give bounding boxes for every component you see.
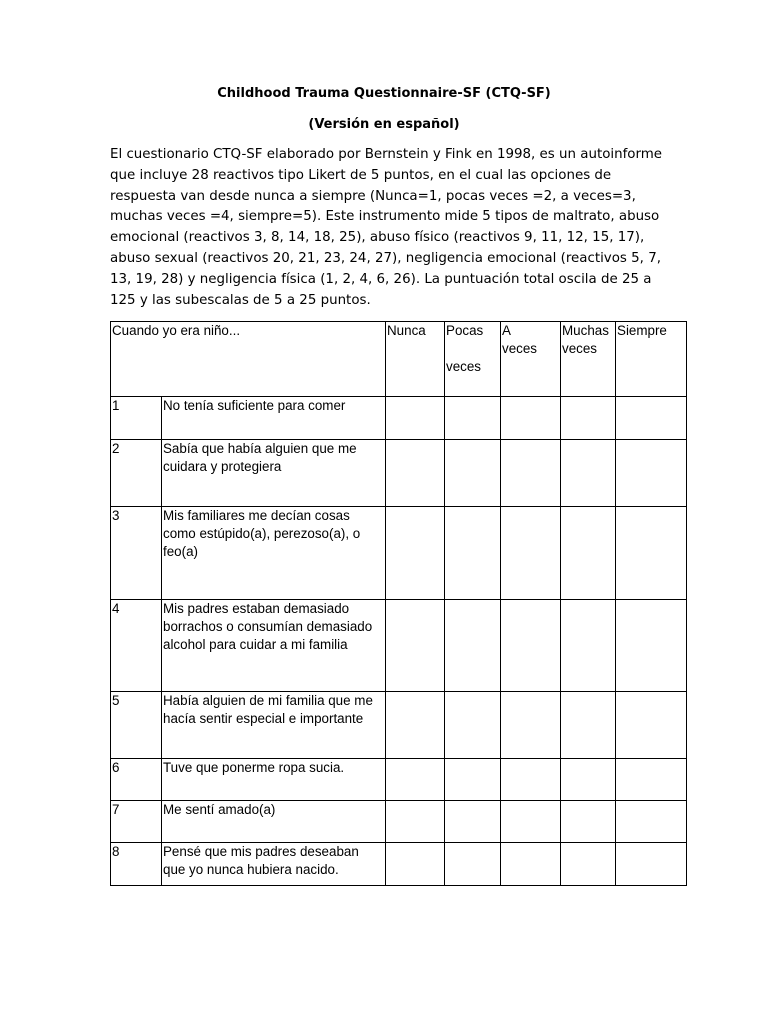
table-row [111, 801, 687, 843]
answer-cell-pocas-veces[interactable] [445, 759, 501, 801]
answer-cell-muchas-veces[interactable] [561, 440, 616, 507]
answer-cell-nunca[interactable] [386, 759, 445, 801]
item-text: Mis padres estaban demasiado borrachos o consumían demasiado alcohol para cuidar a mi familia [162, 600, 386, 692]
item-number: 1 [111, 397, 162, 440]
header-muchas-veces: Muchas veces [561, 322, 616, 397]
answer-cell-nunca[interactable] [386, 440, 445, 507]
answer-cell-pocas-veces[interactable] [445, 801, 501, 843]
answer-cell-nunca[interactable] [386, 507, 445, 600]
header-nunca: Nunca [386, 322, 445, 397]
header-siempre: Siempre [616, 322, 687, 397]
header-pocas-line1: Pocas [446, 323, 484, 338]
answer-cell-pocas-veces[interactable] [445, 397, 501, 440]
intro-line: 125 y las subescalas de 5 a 25 puntos. [110, 292, 371, 308]
answer-cell-a-veces[interactable] [501, 801, 561, 843]
item-text: Me sentí amado(a) [162, 801, 386, 843]
item-number: 2 [111, 440, 162, 507]
answer-cell-muchas-veces[interactable] [561, 801, 616, 843]
header-prompt: Cuando yo era niño... [111, 322, 386, 397]
answer-cell-a-veces[interactable] [501, 600, 561, 692]
answer-cell-siempre[interactable] [616, 397, 687, 440]
answer-cell-siempre[interactable] [616, 440, 687, 507]
answer-cell-pocas-veces[interactable] [445, 843, 501, 886]
item-number: 8 [111, 843, 162, 886]
answer-cell-pocas-veces[interactable] [445, 692, 501, 759]
intro-line: emocional (reactivos 3, 8, 14, 18, 25), abuso físico (reactivos 9, 11, 12, 15, 17), [110, 230, 645, 246]
answer-cell-pocas-veces[interactable] [445, 507, 501, 600]
answer-cell-siempre[interactable] [616, 843, 687, 886]
answer-cell-muchas-veces[interactable] [561, 692, 616, 759]
answer-cell-a-veces[interactable] [501, 843, 561, 886]
answer-cell-siempre[interactable] [616, 692, 687, 759]
intro-line: El cuestionario CTQ-SF elaborado por Bernstein y Fink en 1998, es un autoinforme [110, 147, 663, 162]
document-title: Childhood Trauma Questionnaire-SF (CTQ-SF) [217, 86, 551, 101]
intro-line: respuesta van desde nunca a siempre (Nunca=1, pocas veces =2, a veces=3, [110, 188, 636, 204]
item-text: Sabía que había alguien que me cuidara y protegiera [162, 440, 386, 507]
table-row [111, 600, 687, 692]
item-text: No tenía suficiente para comer [162, 397, 386, 440]
item-text: Mis familiares me decían cosas como estúpido(a), perezoso(a), o feo(a) [162, 507, 386, 600]
document-subtitle: (Versión en español) [308, 117, 460, 132]
answer-cell-muchas-veces[interactable] [561, 507, 616, 600]
item-number: 6 [111, 759, 162, 801]
header-pocas-veces [445, 322, 501, 397]
table-header-row [111, 322, 687, 397]
intro-line: 13, 19, 28) y negligencia física (1, 2, 4, 6, 26). La puntuación total oscila de 25 a [110, 271, 652, 287]
intro-line: que incluye 28 reactivos tipo Likert de 5 puntos, en el cual las opciones de [110, 167, 612, 183]
item-text: Tuve que ponerme ropa sucia. [162, 759, 386, 801]
item-number: 3 [111, 507, 162, 600]
answer-cell-siempre[interactable] [616, 801, 687, 843]
answer-cell-nunca[interactable] [386, 801, 445, 843]
table-row [111, 397, 687, 440]
questionnaire-table [110, 321, 687, 886]
table-row [111, 507, 687, 600]
header-pocas-line2: veces [446, 359, 481, 374]
intro-line: muchas veces =4, siempre=5). Este instrumento mide 5 tipos de maltrato, abuso [110, 209, 660, 225]
answer-cell-muchas-veces[interactable] [561, 397, 616, 440]
answer-cell-a-veces[interactable] [501, 507, 561, 600]
answer-cell-nunca[interactable] [386, 843, 445, 886]
answer-cell-a-veces[interactable] [501, 440, 561, 507]
answer-cell-nunca[interactable] [386, 692, 445, 759]
answer-cell-muchas-veces[interactable] [561, 843, 616, 886]
intro-paragraph [110, 145, 670, 311]
header-a-veces: A veces [501, 322, 561, 397]
answer-cell-muchas-veces[interactable] [561, 759, 616, 801]
table-row [111, 843, 687, 886]
answer-cell-a-veces[interactable] [501, 692, 561, 759]
item-number: 5 [111, 692, 162, 759]
answer-cell-a-veces[interactable] [501, 397, 561, 440]
item-text: Pensé que mis padres deseaban que yo nunca hubiera nacido. [162, 843, 386, 886]
answer-cell-muchas-veces[interactable] [561, 600, 616, 692]
item-text: Había alguien de mi familia que me hacía sentir especial e importante [162, 692, 386, 759]
item-number: 7 [111, 801, 162, 843]
intro-line: abuso sexual (reactivos 20, 21, 23, 24, 27), negligencia emocional (reactivos 5, 7, [110, 250, 661, 266]
table-row [111, 440, 687, 507]
answer-cell-siempre[interactable] [616, 507, 687, 600]
answer-cell-siempre[interactable] [616, 600, 687, 692]
answer-cell-a-veces[interactable] [501, 759, 561, 801]
table-row [111, 692, 687, 759]
answer-cell-nunca[interactable] [386, 600, 445, 692]
answer-cell-pocas-veces[interactable] [445, 440, 501, 507]
answer-cell-nunca[interactable] [386, 397, 445, 440]
answer-cell-pocas-veces[interactable] [445, 600, 501, 692]
answer-cell-siempre[interactable] [616, 759, 687, 801]
table-row [111, 759, 687, 801]
item-number: 4 [111, 600, 162, 692]
